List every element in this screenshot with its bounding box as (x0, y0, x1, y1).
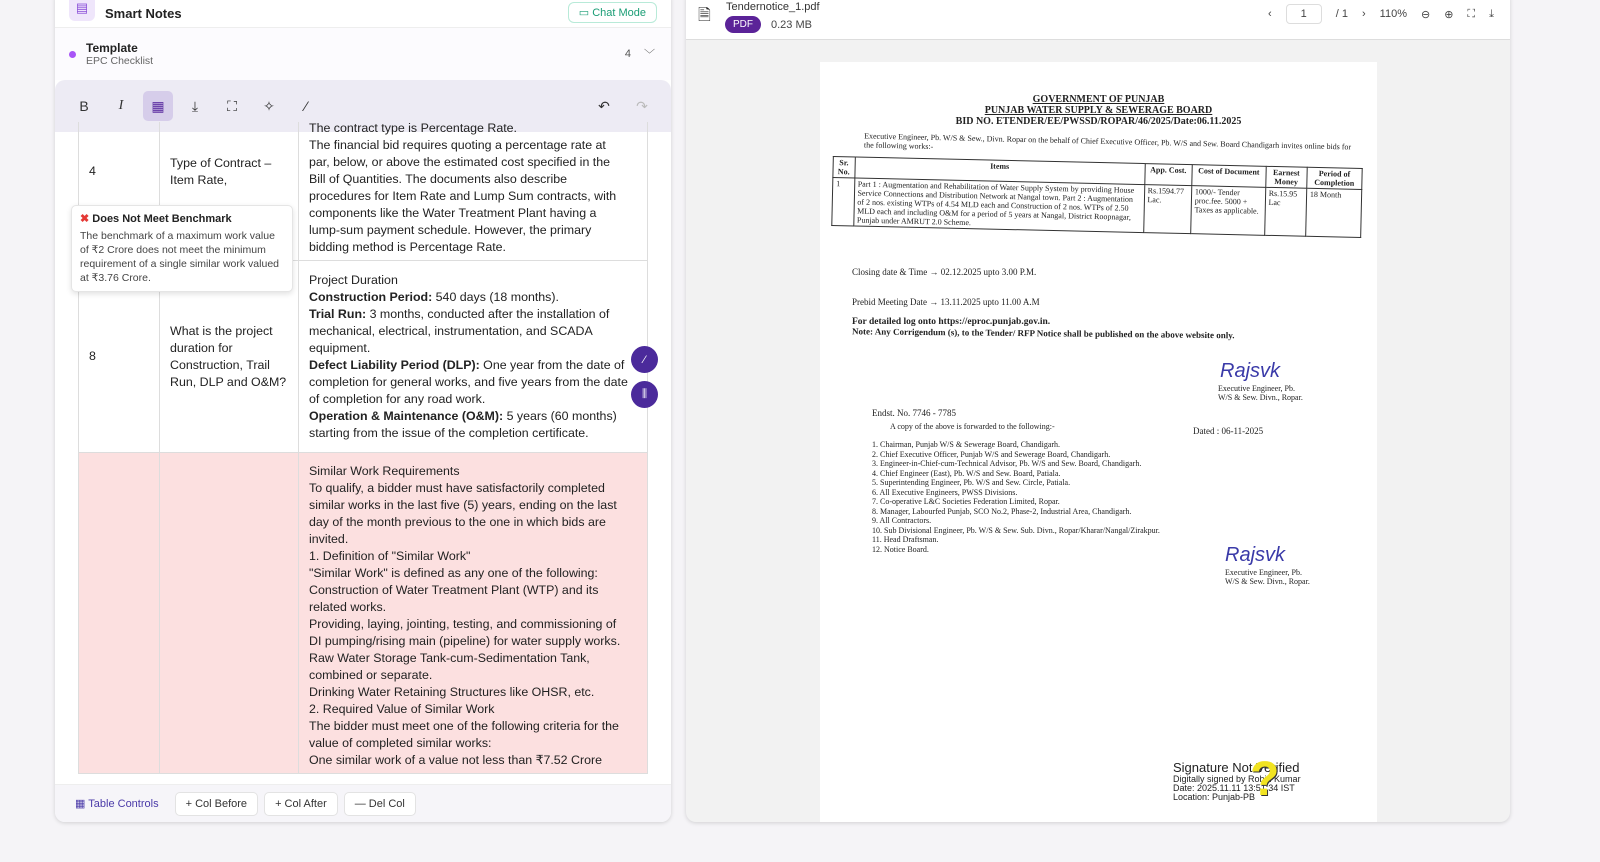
bold-button[interactable]: B (79, 98, 89, 114)
magic-wand-icon[interactable]: ⁄ (304, 98, 308, 114)
tooltip-text: The benchmark of a maximum work value of ₹2 Crore does not meet the minimum requirement of a single similar work valued at ₹3.76 Crore. (80, 230, 280, 284)
template-selector[interactable] (55, 28, 671, 80)
col-before-button[interactable]: + Col Before (175, 792, 258, 816)
sig-title: Signature Not Verified (1173, 760, 1300, 775)
row-answer[interactable] (299, 453, 648, 774)
sig-location: Location: Punjab-PB (1173, 792, 1256, 802)
doc-distribution-list (872, 432, 1160, 554)
file-name: Tendernotice_1.pdf (726, 1, 820, 13)
file-size: 0.23 MB (771, 19, 812, 31)
answer-line: "Similar Work" is defined as any one of the following: (309, 566, 598, 580)
item-text: 540 days (18 months). (432, 289, 559, 304)
signature-image: Rajsvk (1225, 544, 1286, 566)
doc-list-item: 2. Chief Executive Officer, Punjab W/S and Sewerage Board, Chandigarh. (872, 449, 1111, 459)
zoom-in-icon[interactable]: ⊕ (1444, 8, 1454, 21)
doc-list-item: 8. Manager, Labourfed Punjab, SCO No.2, Phase-2, Industrial Area, Chandigarh. (872, 506, 1132, 516)
benchmark-tooltip (71, 205, 293, 292)
answer-line: The financial bid requires quoting a percentage rate at par, below, or above the estimated cost specified in the Bill of Quantities. The documents also describe procedures for Item Rate and Lump Sum contracts, with components like the Water Treatment Plant having a lump-sum payment schedule. However, the primary bidding method is Percentage Rate. (309, 137, 617, 254)
doc-cell: Part 1 : Augmentation and Rehabilitation of Water Supply System by providing House Service Connections and Distribution Network at Nangal town. Part 2 : Augmentation of 2 nos. existing WTPs of 4.54 MLD each and Construction of 2 nos. WTPs of 2.50 MLD each and including O&M for a period of 5 years at Nangal, District Roopnagar, Punjab under AMRUT 2.0 Scheme. (853, 178, 1144, 233)
next-page-icon[interactable]: › (1361, 8, 1366, 20)
del-col-label: Del Col (368, 797, 405, 810)
doc-signer: Executive Engineer, Pb. W/S & Sew. Divn., Ropar. (1225, 568, 1310, 586)
doc-h2: PUNJAB WATER SUPPLY & SEWERAGE BOARD (984, 105, 1213, 116)
item-text: 3 months, conducted after the installation of mechanical, electrical, instrumentation, and SCADA equipment. (309, 306, 610, 355)
row-question: Type of Contract – Item Rate, (160, 122, 299, 261)
page-total: / 1 (1335, 8, 1348, 20)
viewer-controls (1268, 4, 1494, 24)
answer-line: 2. Required Value of Similar Work (309, 702, 495, 716)
doc-list-item: 10. Sub Divisional Engineer, Pb. W/S & Sew. Sub. Divn., Ropar/Kharar/Nangal/Zirakpur. (872, 525, 1160, 535)
panel-header (55, 0, 671, 28)
doc-list-item: 5. Superintending Engineer, Pb. W/S and Sew. Circle, Patiala. (872, 478, 1071, 487)
fullscreen-icon[interactable]: ⛶ (227, 97, 237, 114)
row-question: What is the project duration for Construction, Trail Run, DLP and O&M? (160, 261, 299, 453)
italic-button[interactable]: I (118, 98, 124, 113)
doc-col-header: Cost of Document (1192, 165, 1266, 188)
row-number: 8 (79, 261, 160, 453)
answer-title: Project Duration (309, 272, 398, 287)
page-input[interactable]: 1 (1286, 4, 1322, 24)
doc-closing: Closing date & Time → 02.12.2025 upto 3.00 P.M. (852, 267, 1037, 277)
col-before-label: Col Before (195, 797, 248, 810)
row-number: 4 (79, 122, 160, 261)
tooltip-title: Does Not Meet Benchmark (92, 213, 232, 225)
doc-heading (820, 94, 1377, 127)
sig-by: Digitally signed by Robin Kumar (1173, 774, 1301, 784)
sig-date: Date: 2025.11.11 13:51:34 IST (1173, 783, 1295, 793)
digital-signature (1173, 760, 1301, 802)
doc-cell: 1 (832, 178, 855, 226)
doc-signer: Executive Engineer, Pb. W/S & Sew. Divn., Ropar. (1218, 384, 1303, 402)
cross-icon: ✖ (80, 213, 90, 225)
zoom-out-icon[interactable]: ⊖ (1420, 8, 1431, 21)
chat-mode-label: Chat Mode (592, 7, 646, 19)
table-controls-label: Table Controls (88, 798, 159, 810)
doc-list-item: 4. Chief Engineer (East), Pb. W/S and Sew. Board, Patiala. (872, 468, 1061, 478)
zoom-level: 110% (1379, 8, 1407, 20)
sparkle-icon[interactable]: ✧ (263, 97, 275, 114)
app-title: Smart Notes (105, 6, 182, 21)
doc-endst: Endst. No. 7746 - 7785 (872, 408, 956, 418)
doc-forward: A copy of the above is forwarded to the following:- (890, 422, 1055, 431)
template-count: 4 (624, 48, 631, 60)
row-question (160, 453, 299, 774)
doc-cell: Rs.1594.77 Lac. (1143, 185, 1191, 234)
doc-cell: 18 Month (1306, 188, 1362, 237)
doc-list-item: 6. All Executive Engineers, PWSS Divisions. (872, 487, 1018, 497)
doc-h3: BID NO. ETENDER/EE/PWSSD/ROPAR/46/2025/Date:06.11.2025 (955, 116, 1242, 127)
file-icon: 🗎 (698, 7, 711, 24)
prev-page-icon[interactable]: ‹ (1267, 8, 1272, 20)
doc-col-header: App. Cost. (1144, 164, 1192, 186)
unverified-question-icon: ? (1250, 753, 1280, 806)
doc-table (831, 156, 1362, 238)
download-icon[interactable]: ⤓ (1489, 7, 1494, 20)
doc-prebid: Prebid Meeting Date → 13.11.2025 upto 11.00 A.M (852, 297, 1040, 307)
answer-item (309, 357, 629, 408)
chevron-down-icon[interactable]: ﹀ (644, 49, 655, 61)
row-number (79, 453, 160, 774)
smart-notes-panel (55, 0, 671, 822)
doc-cell: Rs.15.95 Lac (1264, 187, 1306, 236)
doc-col-header: Sr. No. (833, 157, 855, 178)
doc-col-header: Items (854, 157, 1144, 185)
doc-dated: Dated : 06-11-2025 (1193, 426, 1264, 436)
answer-line: To qualify, a bidder must have satisfactorily completed similar works in the last five (5) years, ending on the last day of the month previous to the one in which bids are invited. (309, 481, 617, 546)
redo-icon[interactable]: ↷ (636, 97, 648, 114)
item-label: Operation & Maintenance (O&M): (309, 408, 504, 423)
delete-col-button[interactable]: — Del Col (344, 792, 416, 816)
table-controls-button[interactable]: ▦ Table Controls (75, 798, 159, 810)
item-label: Trial Run: (309, 306, 367, 321)
doc-cell: 1000/- Tender proc.fee. 5000 + Taxes as applicable. (1191, 186, 1266, 236)
signature-image: Rajsvk (1220, 360, 1281, 382)
doc-list-item: 7. Co-operative L&C Societies Federation Limited, Ropar. (872, 497, 1060, 506)
item-text: One year from the date of completion for general works, and five years from the date of completion for any road work. (309, 357, 628, 406)
col-after-label: Col After (284, 797, 327, 810)
pdf-viewer (686, 0, 1510, 822)
item-label: Defect Liability Period (DLP): (309, 357, 480, 372)
pdf-badge: PDF (725, 16, 761, 33)
table-controls-bar (55, 784, 671, 822)
pdf-page (820, 62, 1377, 822)
magic-wand-fab[interactable]: ⁄ (631, 346, 658, 373)
answer-item (309, 289, 629, 306)
undo-icon[interactable]: ↶ (598, 97, 610, 114)
status-dot (69, 51, 76, 58)
chat-mode-button[interactable]: ▭ Chat Mode (568, 2, 657, 23)
table-icon[interactable]: ▦ (143, 91, 173, 121)
doc-h1: GOVERNMENT OF PUNJAB (1032, 94, 1165, 105)
answer-line: Drinking Water Retaining Structures like OHSR, etc. (309, 685, 595, 699)
template-title: Template (86, 41, 138, 55)
doc-list-item: 11. Head Draftsman. (872, 535, 939, 544)
doc-col-header: Period of Completion (1307, 167, 1363, 189)
answer-item (309, 408, 629, 442)
notes-icon: ▤ (69, 0, 95, 21)
doc-list-item: 9. All Contractors. (872, 516, 932, 525)
viewer-header (686, 0, 1510, 40)
doc-col-header: Earnest Money (1265, 166, 1307, 188)
doc-list-item: 12. Notice Board. (872, 544, 929, 554)
answer-line: The bidder must meet one of the following criteria for the value of completed similar works: (309, 719, 619, 750)
doc-intro: Executive Engineer, Pb. W/S & Sew., Divn. Ropar on the behalf of Chief Executive Officer, Pb. W/S and Sew. Board Chandigarh invites online bids for the following works:- (863, 131, 1352, 152)
answer-line: Providing, laying, jointing, testing, and commissioning of DI pumping/rising main (pipeline) for water supply works. (309, 617, 621, 648)
doc-note: Note: Any Corrigendum (s), to the Tender/ RFP Notice shall be published on the above website only. (851, 326, 1235, 341)
library-fab[interactable]: ⫼ (631, 381, 658, 408)
item-text: 5 years (60 months) starting from the issue of the completion certificate. (309, 408, 617, 440)
answer-line: Construction of Water Treatment Plant (WTP) and its related works. (309, 583, 599, 614)
doc-list-item: 3. Engineer-in-Chief-cum-Technical Advisor, Pb. W/S and Sew. Board, Chandigarh. (872, 459, 1142, 468)
answer-line: One similar work of a value not less than ₹7.52 Crore (309, 753, 603, 767)
answer-line: 1. Definition of "Similar Work" (309, 549, 471, 563)
answer-item (309, 306, 629, 357)
row-answer[interactable] (299, 261, 648, 453)
answer-line: The contract type is Percentage Rate. (309, 122, 517, 135)
template-subtitle: EPC Checklist (86, 55, 154, 67)
download-icon[interactable]: ⤓ (191, 97, 199, 114)
doc-detail: For detailed log onto https://eproc.punjab.gov.in. (852, 317, 1051, 327)
answer-line: Similar Work Requirements (309, 464, 460, 478)
fullscreen-icon[interactable]: ⛶ (1467, 7, 1476, 20)
doc-list-item: 1. Chairman, Punjab W/S & Sewerage Board, Chandigarh. (872, 440, 1061, 449)
table-row-flagged (79, 453, 648, 774)
row-answer[interactable] (299, 122, 648, 261)
col-after-button[interactable]: + Col After (264, 792, 338, 816)
answer-line: Raw Water Storage Tank-cum-Sedimentation Tank, combined or separate. (309, 651, 590, 682)
item-label: Construction Period: (309, 289, 433, 304)
